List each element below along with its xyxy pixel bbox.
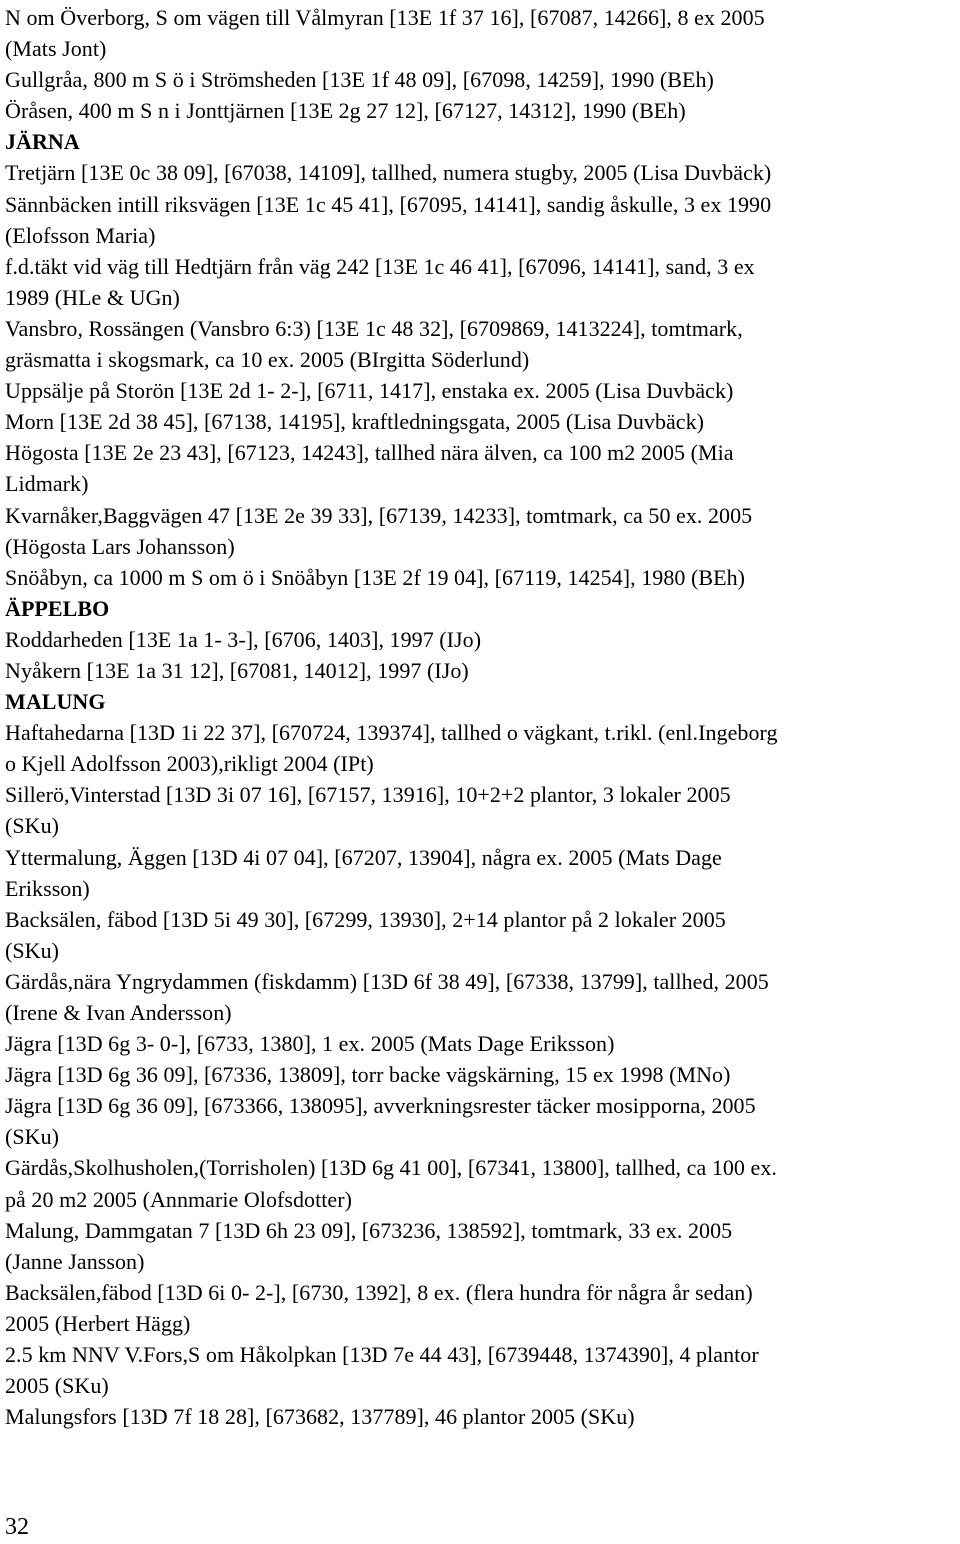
section-heading: MALUNG — [5, 689, 106, 715]
page-number: 32 — [5, 1514, 29, 1540]
text-line: Gullgråa, 800 m S ö i Strömsheden [13E 1f 48 09], [67098, 14259], 1990 (BEh) — [5, 67, 714, 93]
text-line: (Janne Jansson) — [5, 1248, 145, 1274]
section-heading: JÄRNA — [5, 129, 80, 155]
text-line: Gärdås,nära Yngrydammen (fiskdamm) [13D 6f 38 49], [67338, 13799], tallhed, 2005 — [5, 968, 769, 994]
text-line: Uppsälje på Storön [13E 2d 1- 2-], [6711, 1417], enstaka ex. 2005 (Lisa Duvbäck) — [5, 378, 734, 404]
text-line: Malungsfors [13D 7f 18 28], [673682, 137789], 46 plantor 2005 (SKu) — [5, 1404, 635, 1430]
text-line: (SKu) — [5, 813, 60, 839]
text-line: Yttermalung, Äggen [13D 4i 07 04], [67207, 13904], några ex. 2005 (Mats Dage — [5, 844, 722, 870]
text-line: gräsmatta i skogsmark, ca 10 ex. 2005 (BIrgitta Söderlund) — [5, 347, 530, 373]
text-line: Jägra [13D 6g 36 09], [673366, 138095], avverkningsrester täcker mosipporna, 2005 — [5, 1093, 756, 1119]
text-line: (SKu) — [5, 1124, 60, 1150]
text-line: Kvarnåker,Baggvägen 47 [13E 2e 39 33], [67139, 14233], tomtmark, ca 50 ex. 2005 — [5, 502, 753, 528]
text-line: Högosta [13E 2e 23 43], [67123, 14243], tallhed nära älven, ca 100 m2 2005 (Mia — [5, 440, 734, 466]
text-line: o Kjell Adolfsson 2003),rikligt 2004 (IPt) — [5, 751, 374, 777]
text-line: Nyåkern [13E 1a 31 12], [67081, 14012], 1997 (IJo) — [5, 657, 469, 683]
text-line: Backsälen, fäbod [13D 5i 49 30], [67299, 13930], 2+14 plantor på 2 lokaler 2005 — [5, 906, 726, 932]
document-body — [5, 2, 957, 1432]
text-line: (Mats Jont) — [5, 36, 107, 62]
text-line: Tretjärn [13E 0c 38 09], [67038, 14109], tallhed, numera stugby, 2005 (Lisa Duvbäck) — [5, 160, 772, 186]
text-line: f.d.täkt vid väg till Hedtjärn från väg 242 [13E 1c 46 41], [67096, 14141], sand, 3 ex — [5, 253, 755, 279]
text-line: 1989 (HLe & UGn) — [5, 284, 180, 310]
text-line: Öråsen, 400 m S n i Jonttjärnen [13E 2g 27 12], [67127, 14312], 1990 (BEh) — [5, 98, 686, 124]
text-line: Sännbäcken intill riksvägen [13E 1c 45 41], [67095, 14141], sandig åskulle, 3 ex 1990 — [5, 191, 772, 217]
text-line: Lidmark) — [5, 471, 89, 497]
text-line: Roddarheden [13E 1a 1- 3-], [6706, 1403], 1997 (IJo) — [5, 626, 482, 652]
section-heading: ÄPPELBO — [5, 595, 110, 621]
text-line: (SKu) — [5, 937, 60, 963]
text-line: Sillerö,Vinterstad [13D 3i 07 16], [67157, 13916], 10+2+2 plantor, 3 lokaler 2005 — [5, 782, 731, 808]
text-line: N om Överborg, S om vägen till Vålmyran [13E 1f 37 16], [67087, 14266], 8 ex 2005 — [5, 5, 765, 30]
text-line: (Elofsson Maria) — [5, 222, 156, 248]
text-line: Backsälen,fäbod [13D 6i 0- 2-], [6730, 1392], 8 ex. (flera hundra för några år sedan) — [5, 1279, 753, 1305]
text-line: Jägra [13D 6g 36 09], [67336, 13809], torr backe vägskärning, 15 ex 1998 (MNo) — [5, 1062, 731, 1088]
text-line: Malung, Dammgatan 7 [13D 6h 23 09], [673236, 138592], tomtmark, 33 ex. 2005 — [5, 1217, 733, 1243]
text-line: Haftahedarna [13D 1i 22 37], [670724, 139374], tallhed o vägkant, t.rikl. (enl.Ingeborg — [5, 720, 778, 746]
text-line: 2005 (Herbert Hägg) — [5, 1310, 191, 1336]
text-line: 2005 (SKu) — [5, 1373, 109, 1399]
text-line: Eriksson) — [5, 875, 90, 901]
text-line: 2.5 km NNV V.Fors,S om Håkolpkan [13D 7e 44 43], [6739448, 1374390], 4 plantor — [5, 1342, 759, 1368]
text-line: Snöåbyn, ca 1000 m S om ö i Snöåbyn [13E 2f 19 04], [67119, 14254], 1980 (BEh) — [5, 564, 746, 590]
text-line: (Irene & Ivan Andersson) — [5, 1000, 232, 1025]
text-line: Jägra [13D 6g 3- 0-], [6733, 1380], 1 ex. 2005 (Mats Dage Eriksson) — [5, 1031, 615, 1057]
text-line: Vansbro, Rossängen (Vansbro 6:3) [13E 1c 48 32], [6709869, 1413224], tomtmark, — [5, 315, 743, 341]
text-line: på 20 m2 2005 (Annmarie Olofsdotter) — [5, 1186, 352, 1212]
text-line: Gärdås,Skolhusholen,(Torrisholen) [13D 6g 41 00], [67341, 13800], tallhed, ca 100 ex. — [5, 1155, 777, 1181]
text-line: (Högosta Lars Johansson) — [5, 533, 235, 559]
text-line: Morn [13E 2d 38 45], [67138, 14195], kraftledningsgata, 2005 (Lisa Duvbäck) — [5, 409, 705, 435]
